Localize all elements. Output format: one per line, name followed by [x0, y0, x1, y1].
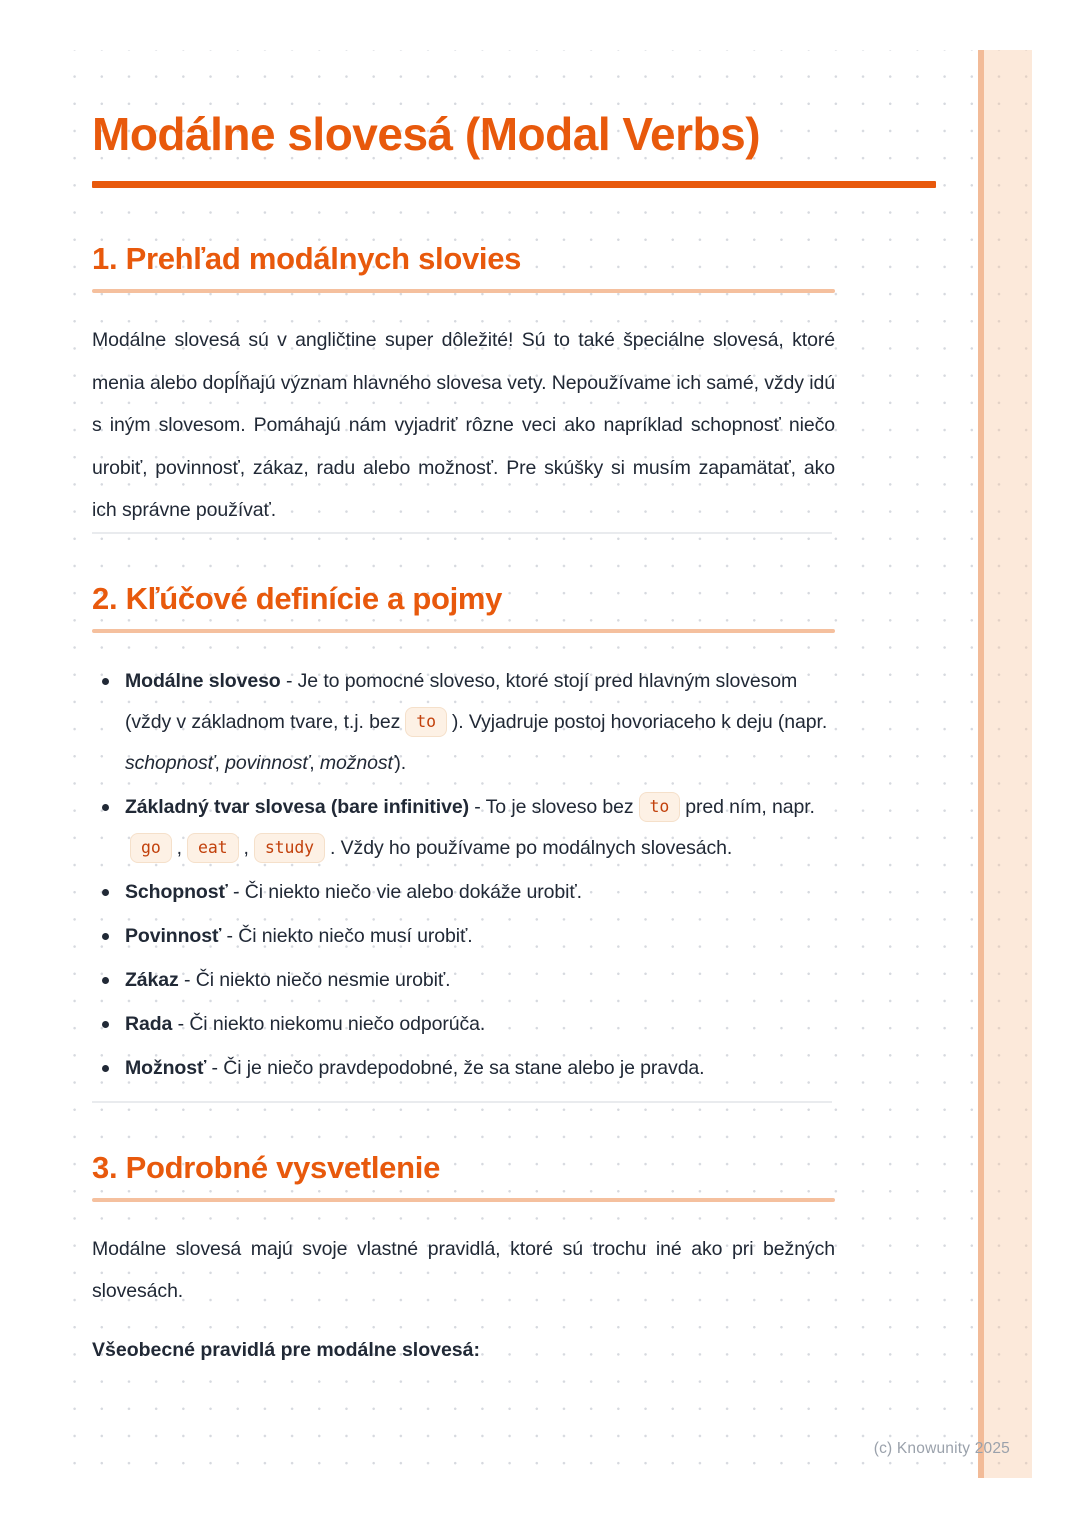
text-segment: ). Vyjadruje postoj hovoriaceho k deju (napr. [451, 710, 828, 733]
title-rule [92, 181, 936, 188]
text-segment: Povinnosť [125, 924, 222, 947]
section-1-heading: 1. Prehľad modálnych slovies [92, 241, 522, 276]
notes-page [55, 50, 1032, 1478]
text-segment: Rada [125, 1012, 173, 1035]
text-segment: - Či niekto niekomu niečo odporúča. [172, 1012, 486, 1035]
rules-subheading: Všeobecné pravidlá pre modálne slovesá: [92, 1338, 480, 1361]
section-overview [92, 240, 936, 532]
text-segment: , [243, 836, 249, 859]
section-divider [92, 1101, 832, 1103]
definition-item [92, 1048, 835, 1089]
section-definitions [92, 580, 936, 1089]
text-segment: Základný tvar slovesa (bare infinitive) [125, 795, 469, 818]
section-1-paragraph: Modálne slovesá sú v angličtine super dôležité! Sú to také špeciálne slovesá, ktoré menia alebo dopĺňajú význam hlavného slovesa vety. Nepoužívame ich samé, vždy idú s iným slovesom. Pomáhajú nám vyjadriť rôzne veci ako napríklad schopnosť niečo urobiť, povinnosť, zákaz, radu alebo možnosť. Pre skúšky si musím zapamätať, ako ich správne používať. [92, 329, 835, 521]
text-segment: Možnosť [125, 1056, 207, 1079]
copyright-footer: (c) Knowunity 2025 [873, 1440, 1010, 1457]
definition-item [92, 787, 835, 869]
text-segment: - Či niekto niečo vie alebo dokáže urobiť. [227, 880, 582, 903]
text-segment: , [176, 836, 182, 859]
text-segment: - Je to pomocné sloveso, ktoré stojí pred hlavným slovesom (vždy v základnom tvare, t.j. bez [125, 669, 798, 733]
text-segment: Modálne sloveso [125, 669, 281, 692]
definitions-list [92, 661, 835, 1089]
text-segment: , [214, 751, 226, 774]
text-segment: ). [394, 751, 407, 774]
definition-item [92, 916, 835, 957]
definition-item [92, 872, 835, 913]
right-margin-stripe [978, 50, 1032, 1478]
inline-code-badge: go [130, 833, 172, 863]
text-segment: schopnosť [125, 751, 215, 774]
text-segment: - To je sloveso bez [468, 795, 634, 818]
definition-item [92, 960, 835, 1001]
section-explanation [92, 1149, 936, 1365]
section-3-heading: 3. Podrobné vysvetlenie [92, 1149, 441, 1185]
text-segment: pred ním, napr. [685, 795, 815, 818]
text-segment: , [309, 751, 320, 774]
text-segment: - Či niekto niečo musí urobiť. [221, 924, 473, 947]
inline-code-badge: to [639, 792, 681, 822]
inline-code-badge: study [254, 833, 325, 863]
inline-code-badge: eat [187, 833, 239, 863]
section-2-heading: 2. Kľúčové definície a pojmy [92, 580, 503, 616]
text-segment: - Či niekto niečo nesmie urobiť. [178, 968, 451, 991]
section-1-underline [92, 289, 835, 293]
section-divider [92, 532, 832, 534]
inline-code-badge: to [405, 707, 447, 737]
section-2-underline [92, 629, 835, 633]
text-segment: . Vždy ho používame po modálnych slovesách. [330, 836, 733, 859]
text-segment: - Či je niečo pravdepodobné, že sa stane alebo je pravda. [206, 1056, 705, 1079]
definition-item [92, 661, 835, 784]
section-3-paragraph: Modálne slovesá majú svoje vlastné pravidlá, ktoré sú trochu iné ako pri bežných slovesách. [92, 1237, 835, 1302]
text-segment: Schopnosť [125, 880, 228, 903]
definition-item [92, 1004, 835, 1045]
page-title: Modálne slovesá (Modal Verbs) [92, 108, 761, 160]
page-content [92, 50, 936, 1365]
text-segment: Zákaz [125, 968, 179, 991]
text-segment: povinnosť [225, 751, 310, 774]
text-segment: možnosť [319, 751, 395, 774]
section-3-underline [92, 1198, 835, 1202]
